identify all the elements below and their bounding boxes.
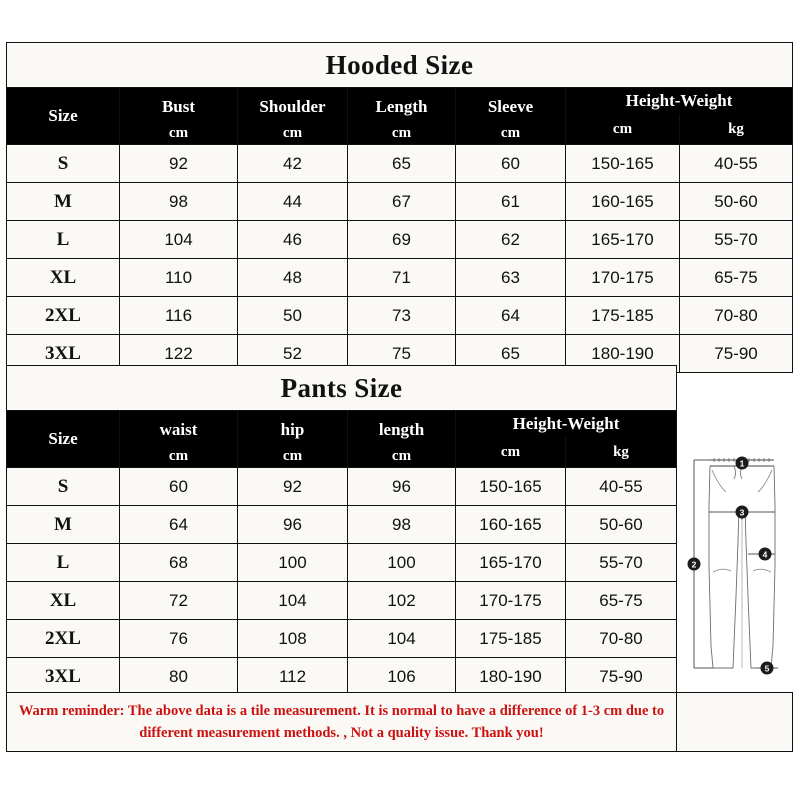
table-row: [7, 297, 793, 335]
cell-height: 150-165: [456, 468, 566, 506]
table-row: [7, 468, 677, 506]
pants-header-hip-unit: cm: [282, 447, 303, 464]
hooded-header-sleeve-unit: cm: [500, 124, 521, 141]
cell-sleeve: 61: [456, 183, 566, 221]
hooded-header-length-unit: cm: [391, 124, 412, 141]
cell-shoulder: 48: [238, 259, 348, 297]
pants-measurement-diagram: [682, 446, 792, 690]
pants-title: Pants Size: [7, 366, 677, 411]
cell-bust: 116: [120, 297, 238, 335]
cell-height: 170-175: [566, 259, 680, 297]
warm-reminder-text: Warm reminder: The above data is a tile measurement. It is normal to have a difference of 1-3 cm due to different measurement methods. , Not a quality issue. Thank you!: [7, 693, 677, 752]
pants-header-height-weight: Height-Weight: [456, 411, 677, 438]
table-row: [7, 221, 793, 259]
cell-length: 104: [348, 620, 456, 658]
hooded-title: Hooded Size: [7, 43, 793, 88]
cell-height: 180-190: [566, 335, 680, 373]
cell-length: 98: [348, 506, 456, 544]
cell-size: S: [7, 145, 120, 183]
cell-sleeve: 65: [456, 335, 566, 373]
cell-hip: 100: [238, 544, 348, 582]
pants-header-size: Size: [7, 411, 120, 468]
cell-height: 175-185: [566, 297, 680, 335]
hooded-title-row: [7, 43, 793, 88]
pants-header-weight-unit: kg: [566, 437, 677, 468]
cell-hip: 96: [238, 506, 348, 544]
hooded-header-length: [348, 88, 456, 145]
cell-weight: 65-75: [566, 582, 677, 620]
hooded-header-shoulder-label: Shoulder: [259, 96, 326, 116]
hooded-header-bust-unit: cm: [168, 124, 189, 141]
cell-length: 100: [348, 544, 456, 582]
cell-weight: 50-60: [680, 183, 793, 221]
cell-shoulder: 52: [238, 335, 348, 373]
table-row: [7, 145, 793, 183]
pants-header-length-unit: cm: [391, 447, 412, 464]
pants-header-length-label: length: [378, 419, 425, 439]
note-row: [7, 693, 793, 752]
marker-1-label: 1: [739, 458, 745, 469]
cell-shoulder: 42: [238, 145, 348, 183]
cell-weight: 70-80: [566, 620, 677, 658]
hooded-header-shoulder-unit: cm: [282, 124, 303, 141]
table-row: [7, 506, 677, 544]
cell-weight: 65-75: [680, 259, 793, 297]
cell-shoulder: 44: [238, 183, 348, 221]
cell-height: 160-165: [456, 506, 566, 544]
hooded-header-weight-unit: kg: [680, 114, 793, 145]
cell-hip: 104: [238, 582, 348, 620]
cell-height: 175-185: [456, 620, 566, 658]
hooded-header-size: Size: [7, 88, 120, 145]
cell-sleeve: 64: [456, 297, 566, 335]
hooded-header-bust-label: Bust: [161, 96, 196, 116]
cell-length: 73: [348, 297, 456, 335]
cell-sleeve: 63: [456, 259, 566, 297]
cell-weight: 40-55: [566, 468, 677, 506]
cell-waist: 60: [120, 468, 238, 506]
hooded-header-length-label: Length: [375, 96, 428, 116]
cell-size: 3XL: [7, 335, 120, 373]
cell-length: 102: [348, 582, 456, 620]
cell-hip: 112: [238, 658, 348, 696]
cell-size: XL: [7, 582, 120, 620]
hooded-header-sleeve: [456, 88, 566, 145]
cell-bust: 122: [120, 335, 238, 373]
cell-size: 2XL: [7, 297, 120, 335]
cell-sleeve: 60: [456, 145, 566, 183]
pants-header-waist-label: waist: [159, 419, 198, 439]
cell-length: 75: [348, 335, 456, 373]
cell-length: 69: [348, 221, 456, 259]
cell-weight: 40-55: [680, 145, 793, 183]
cell-length: 71: [348, 259, 456, 297]
hooded-header-row: [7, 88, 793, 115]
cell-size: 2XL: [7, 620, 120, 658]
cell-bust: 110: [120, 259, 238, 297]
marker-3-label: 3: [739, 507, 745, 518]
table-row: [7, 658, 677, 696]
hooded-size-table: [6, 42, 793, 373]
pants-header-hip: [238, 411, 348, 468]
hooded-header-height-weight: Height-Weight: [566, 88, 793, 115]
hooded-header-sleeve-label: Sleeve: [487, 96, 534, 116]
warm-reminder-table: [6, 692, 793, 752]
table-row: [7, 582, 677, 620]
cell-height: 165-170: [456, 544, 566, 582]
cell-hip: 92: [238, 468, 348, 506]
hooded-header-shoulder: [238, 88, 348, 145]
marker-5-label: 5: [764, 663, 770, 674]
cell-size: L: [7, 544, 120, 582]
cell-shoulder: 46: [238, 221, 348, 259]
hooded-header-bust: [120, 88, 238, 145]
cell-length: 67: [348, 183, 456, 221]
cell-bust: 98: [120, 183, 238, 221]
table-row: [7, 183, 793, 221]
table-row: [7, 620, 677, 658]
marker-2-label: 2: [691, 559, 697, 570]
cell-size: XL: [7, 259, 120, 297]
pants-title-row: [7, 366, 677, 411]
cell-length: 65: [348, 145, 456, 183]
cell-weight: 75-90: [680, 335, 793, 373]
pants-header-hip-label: hip: [280, 419, 305, 439]
cell-height: 160-165: [566, 183, 680, 221]
pants-header-length: [348, 411, 456, 468]
cell-length: 106: [348, 658, 456, 696]
cell-weight: 55-70: [566, 544, 677, 582]
pants-header-waist-unit: cm: [168, 447, 189, 464]
pants-header-height-unit: cm: [456, 437, 566, 468]
cell-bust: 104: [120, 221, 238, 259]
cell-waist: 68: [120, 544, 238, 582]
table-row: [7, 544, 677, 582]
cell-weight: 55-70: [680, 221, 793, 259]
cell-size: S: [7, 468, 120, 506]
table-row: [7, 259, 793, 297]
cell-height: 180-190: [456, 658, 566, 696]
cell-weight: 75-90: [566, 658, 677, 696]
cell-height: 165-170: [566, 221, 680, 259]
marker-4-label: 4: [762, 549, 768, 560]
cell-size: M: [7, 506, 120, 544]
cell-length: 96: [348, 468, 456, 506]
pants-size-table: [6, 365, 677, 696]
cell-waist: 80: [120, 658, 238, 696]
cell-shoulder: 50: [238, 297, 348, 335]
cell-weight: 70-80: [680, 297, 793, 335]
cell-weight: 50-60: [566, 506, 677, 544]
cell-size: L: [7, 221, 120, 259]
pants-header-row: [7, 411, 677, 438]
cell-waist: 64: [120, 506, 238, 544]
cell-size: 3XL: [7, 658, 120, 696]
cell-bust: 92: [120, 145, 238, 183]
cell-sleeve: 62: [456, 221, 566, 259]
cell-waist: 72: [120, 582, 238, 620]
cell-waist: 76: [120, 620, 238, 658]
cell-size: M: [7, 183, 120, 221]
cell-height: 170-175: [456, 582, 566, 620]
cell-hip: 108: [238, 620, 348, 658]
cell-height: 150-165: [566, 145, 680, 183]
hooded-header-height-unit: cm: [566, 114, 680, 145]
pants-header-waist: [120, 411, 238, 468]
note-blank-cell: [677, 693, 793, 752]
